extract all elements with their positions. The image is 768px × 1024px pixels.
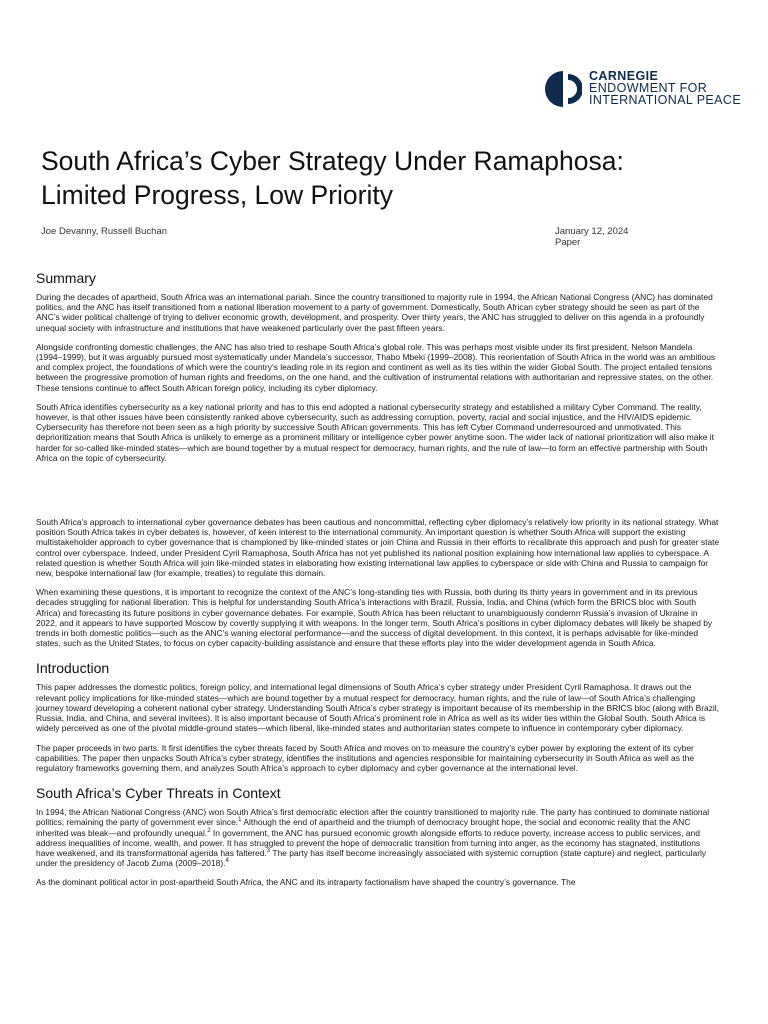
- summary-paragraph-4: South Africa’s approach to international cyber governance debates has been cautious and noncommittal, reflecting cyber diplomacy’s relatively low priority in its national strategy. What position South Africa takes in cyber debates is, however, of keen interest to the international community. An important question is whether South Africa will support the existing multistakeholder approach to cyber governance that is championed by like-minded states or join China and Russia in their efforts to recalibrate this approach and push for greater state control over cyberspace. Indeed, under President Cyril Ramaphosa, South Africa has not yet published its national position explaining how international law applies to cyberspace. A related question is whether South Africa will join like-minded states in elaborating how existing international law applies to cyberspace or side with China and Russia to campaign for new, bespoke international law (for example, treaties) to regulate this domain.: [36, 517, 720, 579]
- introduction-heading: Introduction: [36, 660, 110, 677]
- threats-heading: South Africa’s Cyber Threats in Context: [36, 785, 281, 802]
- carnegie-emblem-icon: [544, 70, 582, 108]
- footnote-1-link[interactable]: 1: [238, 817, 242, 824]
- logo-line-2: ENDOWMENT FOR: [589, 81, 708, 95]
- authors: Joe Devanny, Russell Buchan: [41, 226, 168, 237]
- threats-paragraph-2: As the dominant political actor in post-apartheid South Africa, the ANC and its intraparty factionalism have shaped the country’s governance. The: [36, 877, 576, 888]
- carnegie-logo: [544, 70, 754, 110]
- title-line-2: Limited Progress, Low Priority: [41, 180, 393, 210]
- document-type: Paper: [555, 237, 581, 248]
- footnote-4-link[interactable]: 4: [225, 858, 229, 865]
- footnote-2-link[interactable]: 2: [207, 827, 211, 834]
- publication-date: January 12, 2024: [555, 226, 629, 237]
- page-title: [41, 144, 721, 212]
- introduction-paragraph-1: This paper addresses the domestic politics, foreign policy, and international legal dimensions of South Africa’s cyber strategy under President Cyril Ramaphosa. It draws out the relevant policy implications for like-minded states—which are bound together by a mutual respect for democracy, human rights, and the rule of law—of South Africa’s challenging journey toward developing a coherent national cyber strategy. Understanding South Africa’s cyber strategy is important because of its membership in the BRICS bloc (along with Brazil, Russia, India, and China, and several invitees). It is also important because of South Africa’s prominent role in Africa as well as its wider ties within the Global South. South Africa is widely perceived as one of the pivotal middle-ground states—which liberal, like-minded states and authoritarian states compete to influence in contemporary cyber diplomacy.: [36, 682, 720, 734]
- introduction-paragraph-2: The paper proceeds in two parts. It first identifies the cyber threats faced by South Africa and moves on to measure the country’s cyber power by exploring the extent of its cyber capabilities. The paper then unpacks South Africa’s cyber strategy, identifies the institutions and agencies responsible for maintaining cybersecurity in South Africa as well as the regulatory frameworks governing them, and analyzes South Africa’s approach to cyber diplomacy and cyber governance at the international level.: [36, 742, 695, 773]
- threats-text-a: In 1994, the African National Congress (ANC) won South Africa’s first democratic election after the country transitioned to majority rule. The party has continued to dominate national politics, remaining the party of government ever since.: [36, 807, 710, 828]
- publication-meta: [555, 226, 628, 248]
- summary-paragraph-3: South Africa identifies cybersecurity as a key national priority and has to this end adopted a national cybersecurity strategy and established a military Cyber Command. The reality, however, is that other issues have been consistently ranked above cybersecurity, such as addressing corruption, poverty, racial and social injustice, and the HIV/AIDS epidemic. Cybersecurity has therefore not been seen as a high priority by successive South African governments. This has left Cyber Command underresourced and unmotivated. This deprioritization means that South Africa is unlikely to emerge as a prominent military or intelligence cyber power anytime soon. The wider lack of national prioritization will also make it harder for so-called like-minded states—which are bound together by a mutual respect for democracy, human rights, and the rule of law—to form an effective partnership with South Africa on the topic of cybersecurity.: [36, 401, 714, 463]
- article-body: [36, 270, 720, 897]
- logo-line-1: CARNEGIE: [589, 69, 659, 83]
- footnote-3-link[interactable]: 3: [266, 848, 271, 855]
- summary-paragraph-5: When examining these questions, it is important to recognize the context of the ANC’s long-standing ties with Russia, both during its thirty years in government and in its previous decades struggling for national liberation. This is helpful for understanding South Africa’s interactions with Brazil, Russia, India, and China (which form the BRICS bloc with South Africa) and forecasting its future positions in cyber governance debates. For example, South Africa has been reluctant to unambiguously condemn Russia’s invasion of Ukraine in 2022, and it appears to have supported Moscow by covertly supplying it with weapons. In the longer term, South Africa’s positions in cyber diplomacy debates will likely be shaped by trends in both domestic politics—such as the ANC’s waning electoral performance—and the success of digital development. In this context, it is perhaps advisable for like-minded states, such as the United States, to focus on cyber capacity-building assistance and ensure that these efforts play into the wider development agenda in South Africa.: [36, 587, 713, 649]
- threats-text-c: In government, the ANC has pursued economic growth alongside efforts to reduce poverty, increase access to public services, and address inequalities of income, wealth, and power. It has struggled to prevent the hope of democratic transition from turning into anger, as the economy has stagnated, institutions have weakened, and its transformational agenda has faltered.: [36, 827, 701, 858]
- spacer: [36, 472, 720, 517]
- threats-text-d: The party has itself become increasingly associated with systemic corruption (state capture) and neglect, particularly under the presidency of Jacob Zuma (2009–2018).: [36, 847, 707, 869]
- summary-paragraph-1: During the decades of apartheid, South Africa was an international pariah. Since the country transitioned to majority rule in 1994, the African National Congress (ANC) has dominated politics, and the ANC has itself transitioned from a national liberation movement to a party of government. Domestically, South African cyber strategy should be seen as part of the ANC’s wider political challenge of trying to deliver economic growth, development, and prosperity. Over thirty years, the ANC has struggled to deliver on this agenda in a profoundly unequal society with infrastructure and institutions that have weakened particularly over the past fifteen years.: [36, 292, 713, 333]
- threats-paragraph-1: [36, 807, 720, 868]
- logo-line-3: INTERNATIONAL PEACE: [589, 93, 742, 107]
- summary-paragraph-2: Alongside confronting domestic challenges, the ANC has also tried to reshape South Africa’s global role. This was perhaps most visible under its first president, Nelson Mandela (1994–1999), but it was arguably pursued most systematically under Mandela’s successor, Thabo Mbeki (1999–2008). This reorientation of South Africa in the world was an ambitious and complex project, the foundations of which were the country’s leading role in its region and continent as well as its ties within the wider Global South. The project entailed tensions between the progressive promotion of human rights and freedoms, on the one hand, and the cultivation of instrumental relations with authoritarian and repressive states, on the other. These tensions continue to affect South African foreign policy, including its cyber diplomacy.: [36, 341, 716, 393]
- title-line-1: South Africa’s Cyber Strategy Under Ramaphosa:: [41, 146, 624, 176]
- threats-text-b: Although the end of apartheid and the triumph of democracy brought hope, the social and economic reality that the ANC inherited was bleak—and profoundly unequal.: [36, 817, 691, 838]
- summary-heading: Summary: [36, 270, 96, 286]
